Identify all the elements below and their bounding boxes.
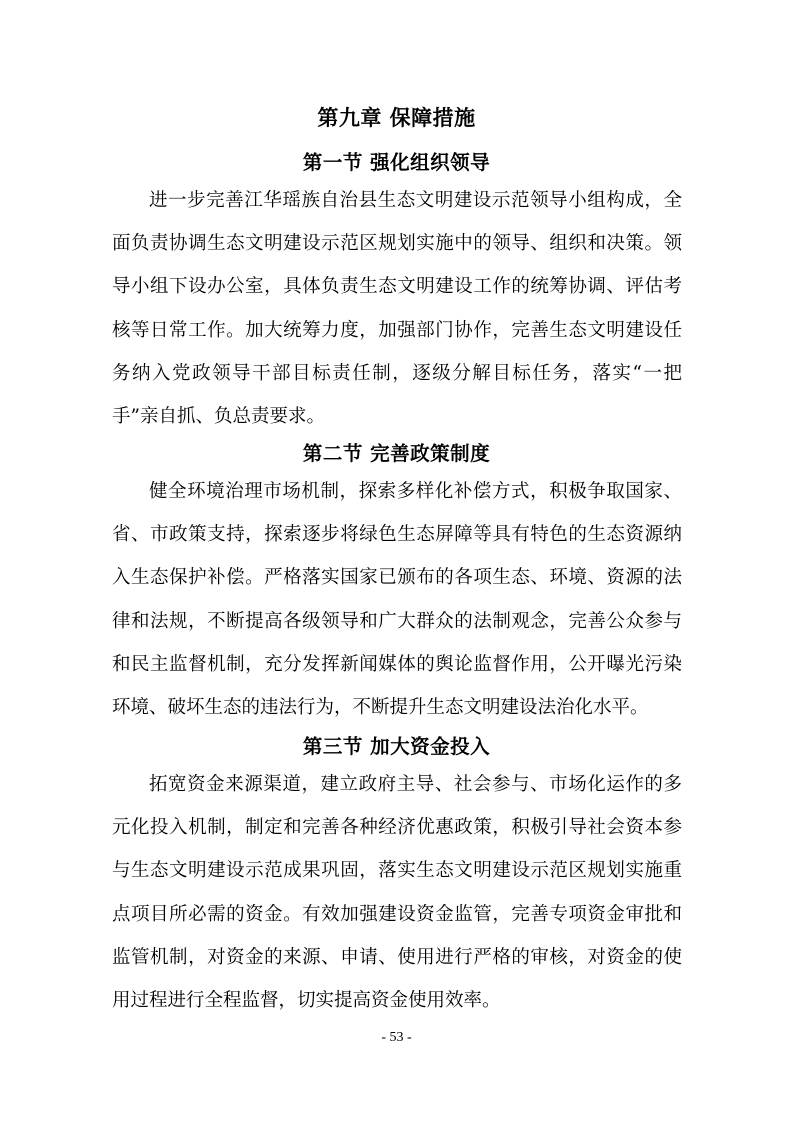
section-title-3: 第三节 加大资金投入 <box>302 735 491 758</box>
section-body-3: 拓宽资金来源渠道，建立政府主导、社会参与、市场化运作的多元化投入机制，制定和完善各种经济优惠政策，积极引导社会资本参与生态文明建设示范成果巩固，落实生态文明建设示范区规划实施重点项目所必需的资金。有效加强建设资金监管，完善专项资金审批和监管机制，对资金的来源、申请、使用进行严格的审核，对资金的使用过程进行全程监督，切实提高资金使用效率。 <box>112 774 682 1012</box>
section-title-2: 第二节 完善政策制度 <box>302 442 491 465</box>
page-number: - 53 - <box>381 1030 412 1045</box>
section-body-1: 进一步完善江华瑶族自治县生态文明建设示范领导小组构成，全面负责协调生态文明建设示范区规划实施中的领导、组织和决策。领导小组下设办公室，具体负责生态文明建设工作的统筹协调、评估考核等日常工作。加大统筹力度，加强部门协作，完善生态文明建设任务纳入党政领导干部目标责任制，逐级分解目标任务，落实“一把手”亲自抓、负总责要求。 <box>112 190 682 428</box>
chapter-title: 第九章 保障措施 <box>317 106 476 130</box>
section-title-1: 第一节 强化组织领导 <box>302 151 491 174</box>
section-body-2: 健全环境治理市场机制，探索多样化补偿方式，积极争取国家、省、市政策支持，探索逐步将绿色生态屏障等具有特色的生态资源纳入生态保护补偿。严格落实国家已颁布的各项生态、环境、资源的法律和法规，不断提高各级领导和广大群众的法制观念，完善公众参与和民主监督机制，充分发挥新闻媒体的舆论监督作用，公开曝光污染环境、破坏生态的违法行为，不断提升生态文明建设法治化水平。 <box>112 481 682 719</box>
